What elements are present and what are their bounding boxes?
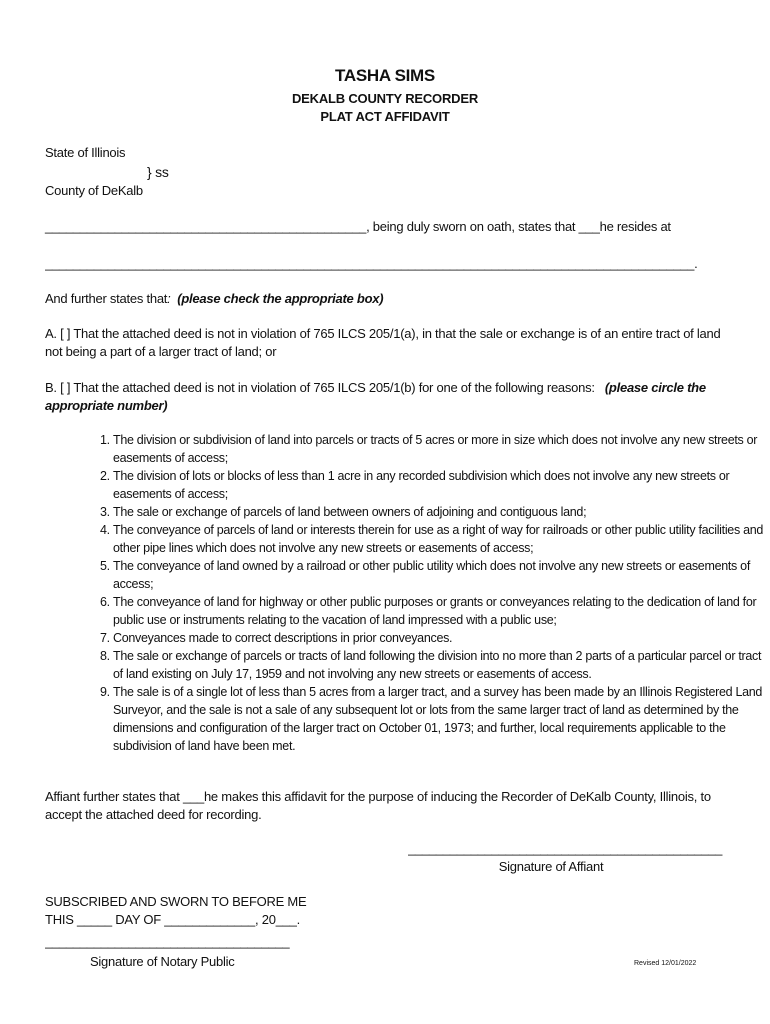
notary-signature-line: ___________________________________ xyxy=(45,934,290,949)
notary-subscribed: SUBSCRIBED AND SWORN TO BEFORE ME xyxy=(45,894,307,909)
check-box-instruction: (please check the appropriate box) xyxy=(177,291,384,306)
venue-state: State of Illinois xyxy=(45,145,126,160)
affiant-signature-line: _____________________________________________ xyxy=(408,841,723,856)
notary-signature-label: Signature of Notary Public xyxy=(90,954,235,969)
option-a: A. [ ] That the attached deed is not in violation of 765 ILCS 205/1(a), in that the sale or exchange is of an entire tract of land not being a part of a larger tract of land; or xyxy=(45,326,721,359)
venue-ss: } ss xyxy=(147,164,169,180)
form-name: PLAT ACT AFFIDAVIT xyxy=(320,109,450,124)
reason-item: 5. The conveyance of land owned by a railroad or other public utility which does not involve any new streets or easements of access; xyxy=(113,557,770,593)
office-name: DEKALB COUNTY RECORDER xyxy=(291,91,479,106)
reasons-list xyxy=(71,431,770,755)
revision-date: Revised 12/01/2022 xyxy=(634,960,697,967)
further-states xyxy=(45,290,383,308)
venue-county: County of DeKalb xyxy=(45,183,143,198)
document-title: TASHA SIMS xyxy=(335,66,435,85)
reason-item: 1. The division or subdivision of land into parcels or tracts of 5 acres or more in size which does not involve any new streets or easements of access; xyxy=(113,431,770,467)
option-b xyxy=(45,379,731,415)
reason-item: 7. Conveyances made to correct descriptions in prior conveyances. xyxy=(113,629,770,647)
reason-item: 2. The division of lots or blocks of less than 1 acre in any recorded subdivision which does not involve any new streets or easements of access; xyxy=(113,467,770,503)
reason-item: 8. The sale or exchange of parcels or tracts of land following the division into no more than 2 parts of a particular parcel or tract of land existing on July 17, 1959 and not involving any new streets or easements of access. xyxy=(113,647,770,683)
reason-item: 9. The sale is of a single lot of less than 5 acres from a larger tract, and a survey has been made by an Illinois Registered Land Surveyor, and the sale is not a sale of any subsequent lot or lots from the same larger tract of land as determined by the dimensions and configuration of the larger tract on October 01, 1973; and further, local requirements applicable to the subdivision of land have been met. xyxy=(113,683,770,755)
affiant-statement: Affiant further states that ___he makes this affidavit for the purpose of inducing the Recorder of DeKalb County, Illinois, to accept the attached deed for recording. xyxy=(45,789,711,822)
notary-date-line: THIS _____ DAY OF _____________, 20___. xyxy=(45,912,301,927)
oath-line: ______________________________________________, being duly sworn on oath, states that ___he resides at xyxy=(45,219,671,234)
affiant-signature-label: Signature of Affiant xyxy=(498,859,604,874)
reason-item: 4. The conveyance of parcels of land or interests therein for use as a right of way for railroads or other public utility facilities and other pipe lines which does not involve any new streets or easements of access; xyxy=(113,521,770,557)
residence-line: _____________________________________________________________________________________________. xyxy=(45,256,698,271)
reason-item: 6. The conveyance of land for highway or other public purposes or grants or conveyances relating to the dedication of land for public use or instruments relating to the vacation of land impressed with a public use; xyxy=(113,593,770,629)
reason-item: 3. The sale or exchange of parcels of land between owners of adjoining and contiguous land; xyxy=(113,503,770,521)
further-states-colon: : xyxy=(167,291,171,306)
option-b-text: B. [ ] That the attached deed is not in violation of 765 ILCS 205/1(b) for one of the following reasons: xyxy=(45,380,595,395)
further-states-lead: And further states that xyxy=(45,291,168,306)
circle-number-instruction: (please circle the appropriate number) xyxy=(45,380,706,413)
